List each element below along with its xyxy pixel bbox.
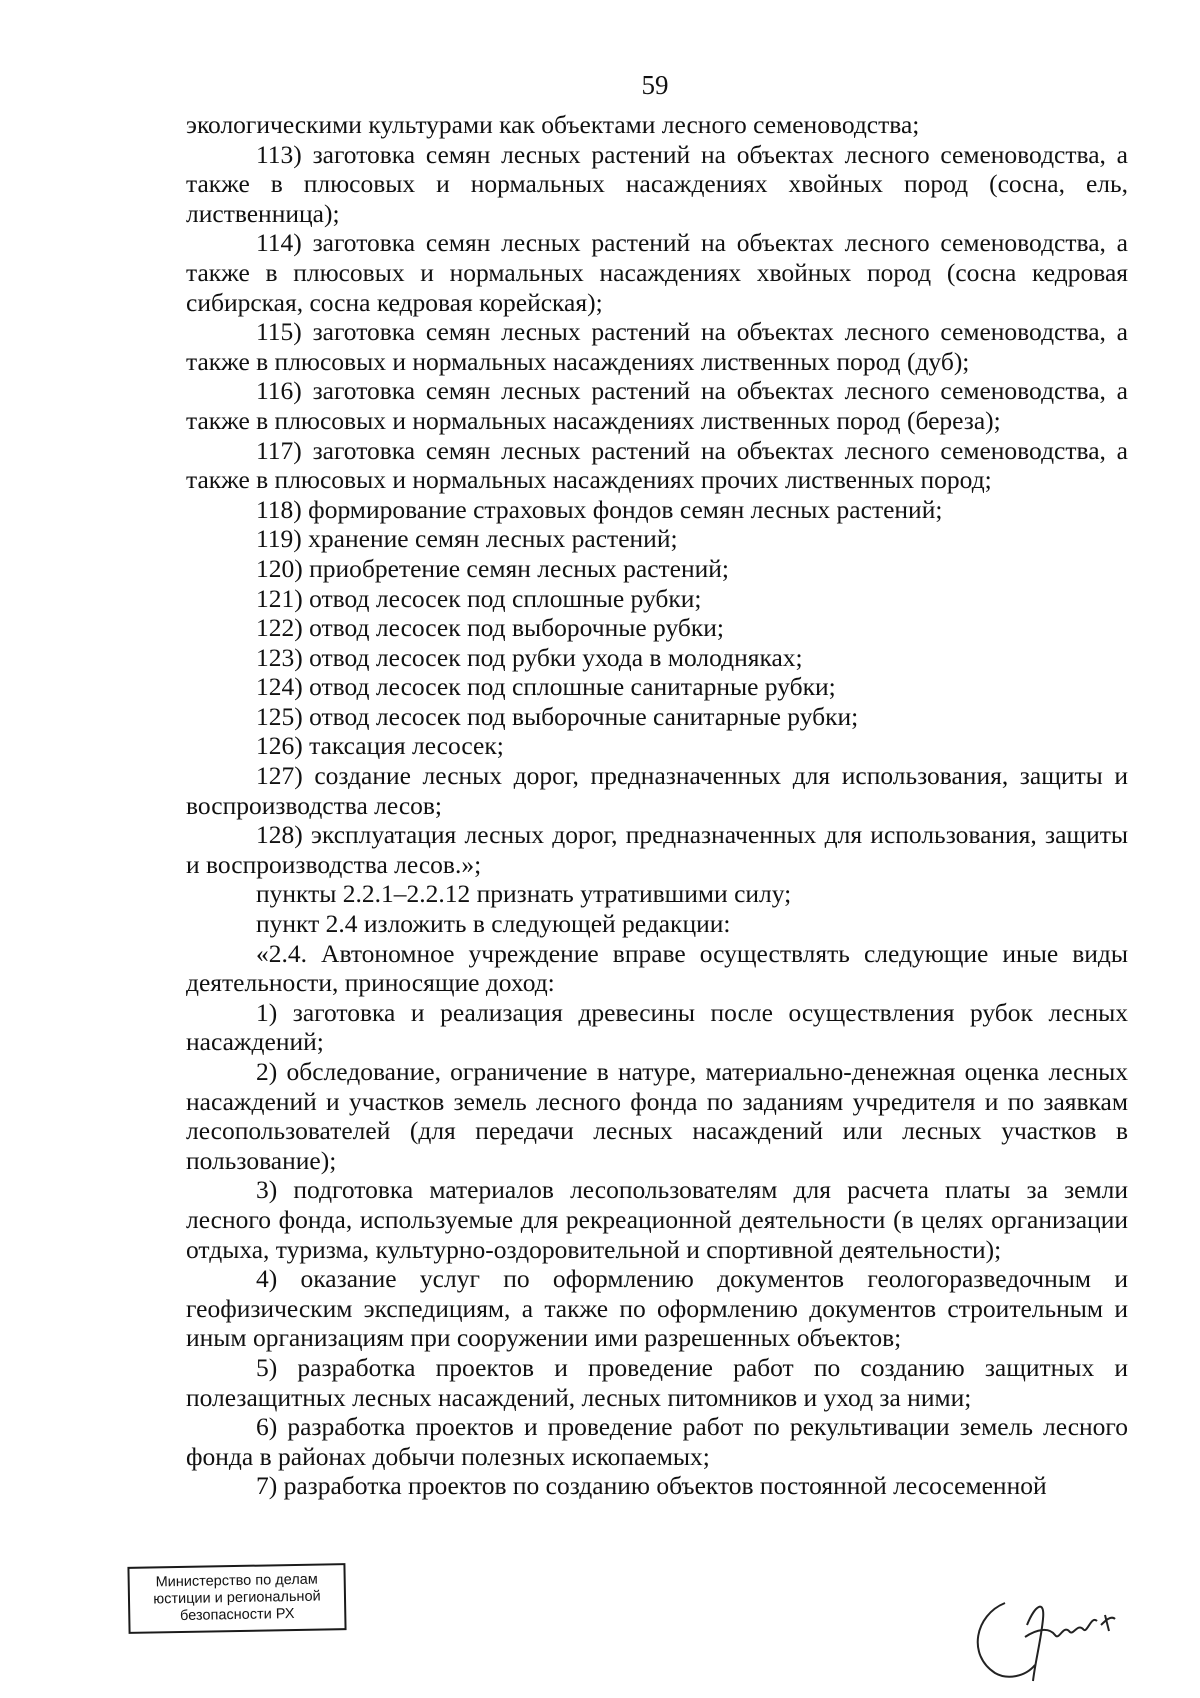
stamp-line-1: Министерство по делам	[155, 1571, 318, 1591]
paragraph: 5) разработка проектов и проведение работ по созданию защитных и полезащитных лесных насаждений, лесных питомников и уход за ними;	[186, 1352, 1128, 1412]
paragraph: 124) отвод лесосек под сплошные санитарные рубки;	[256, 672, 836, 702]
paragraph: 1) заготовка и реализация древесины после осуществления рубок лесных насаждений;	[186, 997, 1128, 1057]
document-body	[186, 110, 1128, 1501]
paragraph: 115) заготовка семян лесных растений на объектах лесного семеноводства, а также в плюсовых и нормальных насаждениях лиственных пород (дуб);	[186, 317, 1128, 376]
paragraph: 114) заготовка семян лесных растений на объектах лесного семеноводства, а также в плюсовых и нормальных насаждениях хвойных пород (сосна кедровая сибирская, сосна кедровая корейская);	[186, 228, 1128, 317]
stamp-line-2: юстиции и региональной	[153, 1588, 321, 1608]
paragraph: 120) приобретение семян лесных растений;	[256, 553, 730, 583]
paragraph: пункт 2.4 изложить в следующей редакции:	[256, 909, 731, 939]
paragraph: 125) отвод лесосек под выборочные санитарные рубки;	[256, 701, 859, 731]
paragraph: 127) создание лесных дорог, предназначенных для использования, защиты и воспроизводства лесов;	[186, 761, 1128, 820]
paragraph: 122) отвод лесосек под выборочные рубки;	[256, 613, 724, 643]
ministry-stamp	[127, 1563, 346, 1634]
paragraph: 118) формирование страховых фондов семян лесных растений;	[256, 494, 943, 524]
paragraph: 128) эксплуатация лесных дорог, предназначенных для использования, защиты и воспроизводства лесов.»;	[186, 820, 1128, 879]
paragraph: пункты 2.2.1–2.2.12 признать утратившими силу;	[256, 879, 792, 909]
paragraph: 116) заготовка семян лесных растений на объектах лесного семеноводства, а также в плюсовых и нормальных насаждениях лиственных пород (береза);	[186, 376, 1128, 435]
paragraph: 4) оказание услуг по оформлению документов геологоразведочным и геофизическим экспедициям, а также по оформлению документов строительным и иным организациям при сооружении ими разрешенных объектов;	[186, 1264, 1128, 1353]
paragraph: экологическими культурами как объектами лесного семеноводства;	[186, 110, 920, 139]
paragraph: «2.4. Автономное учреждение вправе осуществлять следующие иные виды деятельности, приносящие доход:	[186, 938, 1128, 998]
paragraph: 117) заготовка семян лесных растений на объектах лесного семеноводства, а также в плюсовых и нормальных насаждениях прочих лиственных пород;	[186, 435, 1128, 495]
paragraph: 7) разработка проектов по созданию объектов постоянной лесосеменной	[256, 1471, 1047, 1501]
paragraph: 121) отвод лесосек под сплошные рубки;	[256, 583, 702, 613]
stamp-line-3: безопасности РХ	[179, 1606, 295, 1624]
paragraph: 3) подготовка материалов лесопользователям для расчета платы за земли лесного фонда, используемые для рекреационной деятельности (в целях организации отдыха, туризма, культурно-оздоровительной и спортивной деятельности);	[186, 1175, 1128, 1264]
page-number: 59	[641, 70, 669, 100]
paragraph: 119) хранение семян лесных растений;	[256, 524, 678, 554]
paragraph: 2) обследование, ограничение в натуре, материально-денежная оценка лесных насаждений и участков земель лесного фонда по заданиям учредителя и по заявкам лесопользователей (для передачи лесных насаждений или лесных участков в пользование);	[186, 1057, 1128, 1175]
paragraph: 123) отвод лесосек под рубки ухода в молодняках;	[256, 642, 803, 672]
paragraph: 6) разработка проектов и проведение работ по рекультивации земель лесного фонда в районах добычи полезных ископаемых;	[186, 1412, 1128, 1471]
paragraph: 113) заготовка семян лесных растений на объектах лесного семеноводства, а также в плюсовых и нормальных насаждениях хвойных пород (сосна, ель, лиственница);	[186, 139, 1128, 228]
handwritten-signature	[965, 1585, 1135, 1685]
paragraph: 126) таксация лесосек;	[256, 731, 504, 761]
